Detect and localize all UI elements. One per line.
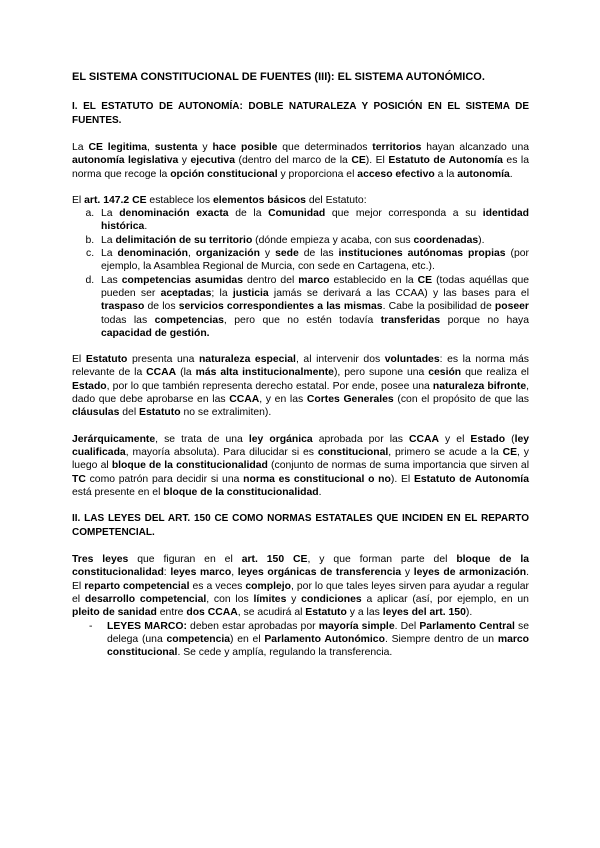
- elements-list: [72, 207, 529, 340]
- list-item-text: LEYES MARCO: deben estar aprobadas por mayoría simple. Del Parlamento Central se delega (una competencia) en el Parlamento Autonómico. Siempre dentro de un marco constitucional. Se cede y amplía, regulando la transferencia.: [107, 620, 530, 659]
- section-1-heading: I. EL ESTATUTO DE AUTONOMÍA: DOBLE NATURALEZA Y POSICIÓN EN EL SISTEMA DE FUENTES.: [72, 101, 529, 126]
- section-1-paragraph-2: El art. 147.2 CE establece los elementos básicos del Estatuto:: [72, 194, 367, 206]
- list-item: b. La delimitación de su territorio (dónde empieza y acaba, con sus coordenadas).: [97, 234, 529, 247]
- section-1-paragraph-4: Jerárquicamente, se trata de una ley orgánica aprobada por las CCAA y el Estado (ley cualificada, mayoría absoluta). Para dilucidar si es constitucional, primero se acude a la CE, y luego al bloque de la constitucionalidad (conjunto de normas de suma importancia que sirven al TC como patrón para decidir si una norma es constitucional o no). El Estatuto de Autonomía está presente en el bloque de la constitucionalidad.: [72, 433, 530, 498]
- list-item: [89, 620, 530, 660]
- document-page: [72, 70, 529, 660]
- laws-list: [72, 620, 529, 660]
- list-item: a. La denominación exacta de la Comunidad que mejor corresponda a su identidad histórica.: [97, 207, 529, 234]
- section-1-paragraph-3: El Estatuto presenta una naturaleza especial, al intervenir dos voluntades: es la norma más relevante de la CCAA (la más alta institucionalmente), pero supone una cesión que realiza el Estado, por lo que también representa derecho estatal. Por ende, posee una naturaleza bifronte, dado que debe aprobarse en las CCAA, y en las Cortes Generales (con el propósito de que las cláusulas del Estatuto no se extralimiten).: [72, 354, 530, 419]
- list-item: c. La denominación, organización y sede de las instituciones autónomas propias (por ejemplo, la Asamblea Regional de Murcia, con sede en Cartagena, etc.).: [97, 247, 529, 274]
- document-title: EL SISTEMA CONSTITUCIONAL DE FUENTES (III): EL SISTEMA AUTONÓMICO.: [72, 71, 485, 83]
- section-2-paragraph-1: Tres leyes que figuran en el art. 150 CE, y que forman parte del bloque de la constitucionalidad: leyes marco, leyes orgánicas de transferencia y leyes de armonización. El reparto competencial es a veces complejo, por lo que tales leyes sirven para ayudar a regular el desarrollo competencial, con los límites y condiciones a aplicar (así, por ejemplo, en un pleito de sanidad entre dos CCAA, se acudirá al Estatuto y a las leyes del art. 150).: [72, 554, 530, 619]
- list-item: d. Las competencias asumidas dentro del marco establecido en la CE (todas aquéllas que pueden ser aceptadas; la justicia jamás se derivará a las CCAA) y las bases para el traspaso de los servicios correspondientes a las mismas. Cabe la posibilidad de poseer todas las competencias, pero que no estén todavía transferidas porque no haya capacidad de gestión.: [97, 274, 529, 340]
- section-1-paragraph-1: La CE legitima, sustenta y hace posible que determinados territorios hayan alcanzado una autonomía legislativa y ejecutiva (dentro del marco de la CE). El Estatuto de Autonomía es la norma que recoge la opción constitucional y proporciona el acceso efectivo a la autonomía.: [72, 142, 529, 180]
- dash-bullet: -: [89, 620, 93, 632]
- section-2-heading: II. LAS LEYES DEL ART. 150 CE COMO NORMAS ESTATALES QUE INCIDEN EN EL REPARTO COMPETENCIAL.: [72, 513, 529, 538]
